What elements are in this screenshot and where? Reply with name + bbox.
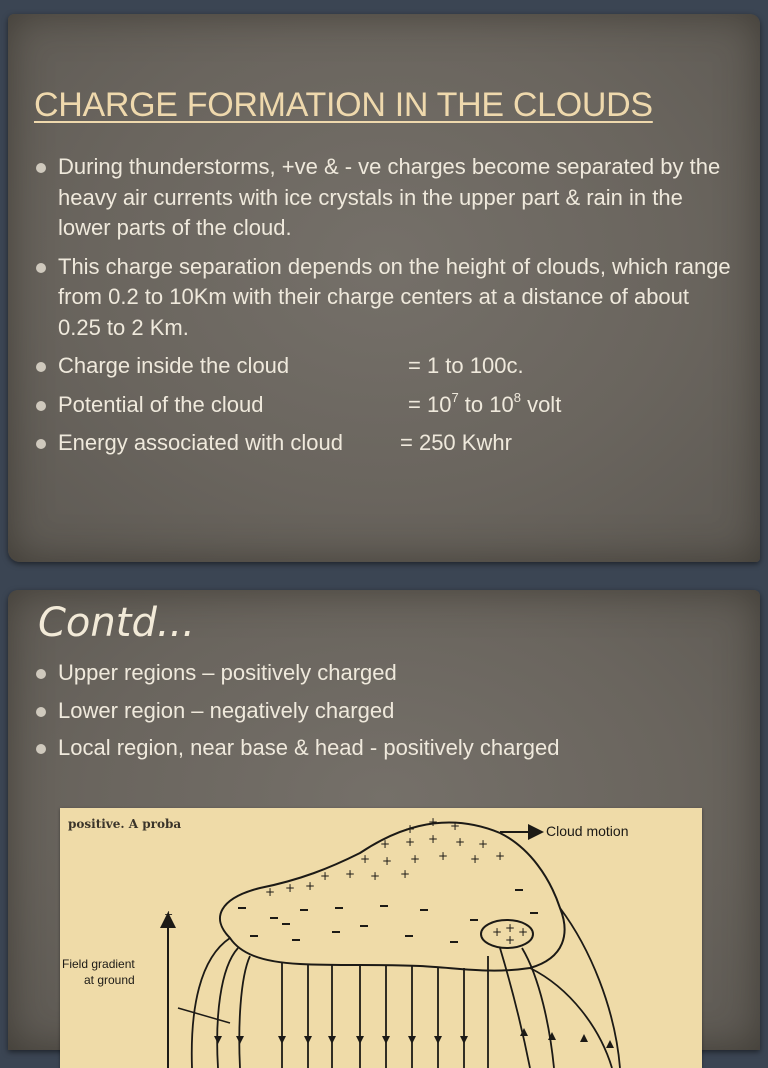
slide-title: CHARGE FORMATION IN THE CLOUDS bbox=[34, 86, 653, 124]
bullet-list bbox=[36, 658, 736, 771]
svg-text:+: + bbox=[428, 815, 439, 829]
positive-charges bbox=[265, 815, 528, 947]
svg-text:+: + bbox=[505, 933, 516, 947]
exponent: 8 bbox=[513, 390, 521, 406]
bullet-item: This charge separation depends on the height of clouds, which range from 0.2 to 10Km with their charge centers at a distance of about 0.25 to 2 Km. bbox=[36, 252, 736, 344]
svg-text:+: + bbox=[345, 867, 356, 881]
svg-text:+: + bbox=[370, 869, 381, 883]
svg-text:+: + bbox=[495, 849, 506, 863]
value-part: = 10 bbox=[408, 391, 452, 417]
svg-text:+: + bbox=[492, 925, 503, 939]
svg-text:+: + bbox=[265, 885, 276, 899]
svg-text:+: + bbox=[505, 921, 516, 935]
svg-text:+: + bbox=[470, 852, 481, 866]
value-part: volt bbox=[520, 391, 562, 417]
fact-value: = 250 Kwhr bbox=[400, 430, 512, 455]
fact-label: Energy associated with cloud bbox=[58, 430, 343, 455]
cloud-charge-diagram bbox=[60, 808, 702, 1068]
svg-text:+: + bbox=[428, 832, 439, 846]
cloud-motion-label: Cloud motion bbox=[546, 823, 629, 839]
field-gradient-label: at ground bbox=[84, 973, 135, 987]
fact-value bbox=[408, 390, 561, 421]
svg-text:+: + bbox=[455, 835, 466, 849]
svg-text:+: + bbox=[438, 849, 449, 863]
bullet-item: During thunderstorms, +ve & - ve charges become separated by the heavy air currents with ice crystals in the upper part & rain in the lower parts of the cloud. bbox=[36, 152, 736, 244]
fact-potential bbox=[36, 390, 736, 421]
svg-text:+: + bbox=[380, 837, 391, 851]
exponent: 7 bbox=[451, 390, 459, 406]
svg-text:+: + bbox=[320, 869, 331, 883]
field-arrowheads bbox=[214, 1028, 614, 1048]
field-lines bbox=[192, 908, 620, 1068]
bullet-item: Upper regions – positively charged bbox=[36, 658, 736, 689]
svg-text:+: + bbox=[382, 854, 393, 868]
field-gradient-label: Field gradient bbox=[62, 957, 135, 971]
svg-text:+: + bbox=[478, 837, 489, 851]
svg-text:+: + bbox=[450, 819, 461, 833]
svg-text:+: + bbox=[400, 867, 411, 881]
slide-title: Contd... bbox=[38, 600, 195, 646]
value-part: to 10 bbox=[458, 391, 514, 417]
diagram-svg bbox=[60, 808, 702, 1068]
svg-text:+: + bbox=[164, 908, 174, 921]
svg-text:+: + bbox=[405, 835, 416, 849]
slide-charge-formation bbox=[8, 14, 760, 562]
fact-label: Charge inside the cloud bbox=[58, 353, 290, 378]
svg-text:+: + bbox=[360, 852, 371, 866]
svg-text:+: + bbox=[285, 881, 296, 895]
svg-text:+: + bbox=[410, 852, 421, 866]
fact-value: = 1 to 100c. bbox=[408, 353, 524, 378]
bullet-list bbox=[36, 152, 736, 467]
fact-energy bbox=[36, 428, 736, 459]
slide-contd bbox=[8, 590, 760, 1050]
bullet-item: Local region, near base & head - positively charged bbox=[36, 733, 736, 764]
fact-label: Potential of the cloud bbox=[58, 391, 264, 417]
svg-text:+: + bbox=[518, 925, 529, 939]
figure-top-text: positive. A proba bbox=[68, 817, 182, 831]
svg-text:+: + bbox=[305, 879, 316, 893]
fact-charge bbox=[36, 351, 736, 382]
bullet-item: Lower region – negatively charged bbox=[36, 696, 736, 727]
svg-text:+: + bbox=[405, 822, 416, 836]
